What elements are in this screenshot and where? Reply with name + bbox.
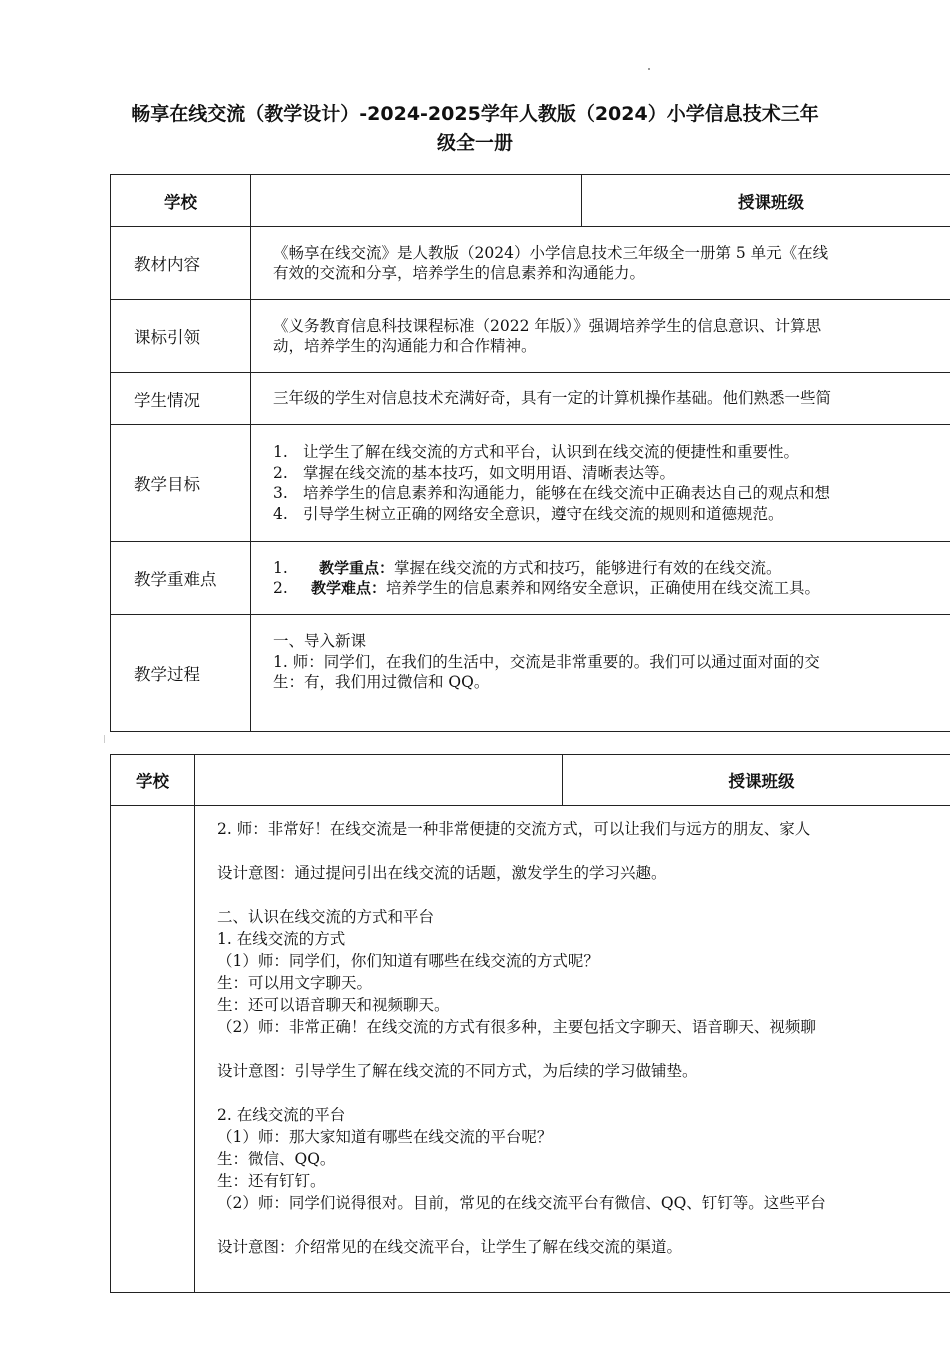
material-content [251,227,950,300]
row-label: 教学过程 [111,615,251,732]
keypoints-row [111,542,950,615]
row-label: 课标引领 [111,300,251,373]
content-line: 三年级的学生对信息技术充满好奇，具有一定的计算机操作基础。他们熟悉一些简 [273,389,832,408]
content-line [217,1214,950,1236]
school-label-cell: 学校 [111,175,251,227]
content-line: 一、导入新课 [273,632,367,650]
goals-row [111,425,950,542]
school-value-cell [195,755,563,806]
content-line [217,884,950,906]
content-line: （2）师：同学们说得很对。目前，常见的在线交流平台有微信、QQ、钉钉等。这些平台 [217,1194,826,1212]
standard-row [111,300,950,373]
row-label: 教学重难点 [111,542,251,615]
content-line [217,1082,950,1104]
content-line: 设计意图：介绍常见的在线交流平台，让学生了解在线交流的渠道。 [217,1238,683,1256]
keypoint-item: 2. 教学难点：培养学生的信息素养和网络安全意识，正确使用在线交流工具。 [273,579,821,597]
title-line-2: 级全一册 [436,132,513,154]
goal-item: 3. 培养学生的信息素养和沟通能力，能够在在线交流中正确表达自己的观点和想 [273,484,831,502]
goal-item: 1. 让学生了解在线交流的方式和平台，认识到在线交流的便捷性和重要性。 [273,443,800,461]
page-edge-mark [104,735,105,743]
header-row [111,175,950,227]
content-line [217,1038,950,1060]
content-line: 1. 在线交流的方式 [217,930,346,948]
content-line: 1. 师：同学们，在我们的生活中，交流是非常重要的。我们可以通过面对面的交 [273,652,820,671]
content-line: 2. 在线交流的平台 [217,1106,346,1124]
process-content [251,615,950,732]
keypoint-item: 1. 教学重点：掌握在线交流的方式和技巧，能够进行有效的在线交流。 [273,558,782,577]
goal-item: 2. 掌握在线交流的基本技巧，如文明用语、清晰表达等。 [273,463,676,482]
process-row [111,615,950,732]
content-line: 设计意图：通过提问引出在线交流的话题，激发学生的学习兴趣。 [217,864,667,882]
content-line: （2）师：非常正确！在线交流的方式有很多种，主要包括文字聊天、语音聊天、视频聊 [217,1018,816,1036]
lesson-plan-table-continued [110,754,950,1293]
students-row [111,373,950,425]
content-line: （1）师：同学们，你们知道有哪些在线交流的方式呢？ [217,952,599,970]
students-content [251,373,950,425]
content-line: 生：可以用文字聊天。 [217,974,373,992]
content-line: 有效的交流和分享，培养学生的信息素养和沟通能力。 [273,264,646,282]
goals-content [251,425,950,542]
content-line: 动，培养学生的沟通能力和合作精神。 [273,337,537,355]
content-line: 2. 师：非常好！在线交流是一种非常便捷的交流方式，可以让我们与远方的朋友、家人 [217,820,811,838]
school-value-cell [251,175,582,227]
empty-label-cell [111,806,195,1293]
keypoints-content [251,542,950,615]
standard-content [251,300,950,373]
school-label-cell: 学校 [111,755,195,806]
content-line: 生：微信、QQ。 [217,1150,336,1168]
material-row [111,227,950,300]
page-mark [648,68,650,70]
content-line: 生：还可以语音聊天和视频聊天。 [217,996,450,1014]
content-line: 生：还有钉钉。 [217,1172,326,1190]
content-line: 二、认识在线交流的方式和平台 [217,908,435,926]
content-line: 《畅享在线交流》是人教版（2024）小学信息技术三年级全一册第 5 单元《在线 [273,243,829,262]
content-line: （1）师：那大家知道有哪些在线交流的平台呢？ [217,1128,553,1146]
process-continued-row [111,806,950,1293]
content-line: 设计意图：引导学生了解在线交流的不同方式，为后续的学习做铺垫。 [217,1062,698,1080]
row-label: 教材内容 [111,227,251,300]
row-label: 学生情况 [111,373,251,425]
content-line: 《义务教育信息科技课程标准（2022 年版）》强调培养学生的信息意识、计算思 [273,316,822,335]
class-label-cell: 授课班级 [563,755,950,806]
lesson-plan-table [110,174,950,732]
document-title [60,100,890,158]
class-label-cell: 授课班级 [582,175,950,227]
process-continued-content [195,806,950,1293]
row-label: 教学目标 [111,425,251,542]
header-row [111,755,950,806]
goal-item: 4. 引导学生树立正确的网络安全意识，遵守在线交流的规则和道德规范。 [273,504,784,523]
content-line: 生：有，我们用过微信和 QQ。 [273,673,490,691]
content-line [217,840,950,862]
title-line-1: 畅享在线交流（教学设计）-2024-2025学年人教版（2024）小学信息技术三年 [131,103,819,125]
